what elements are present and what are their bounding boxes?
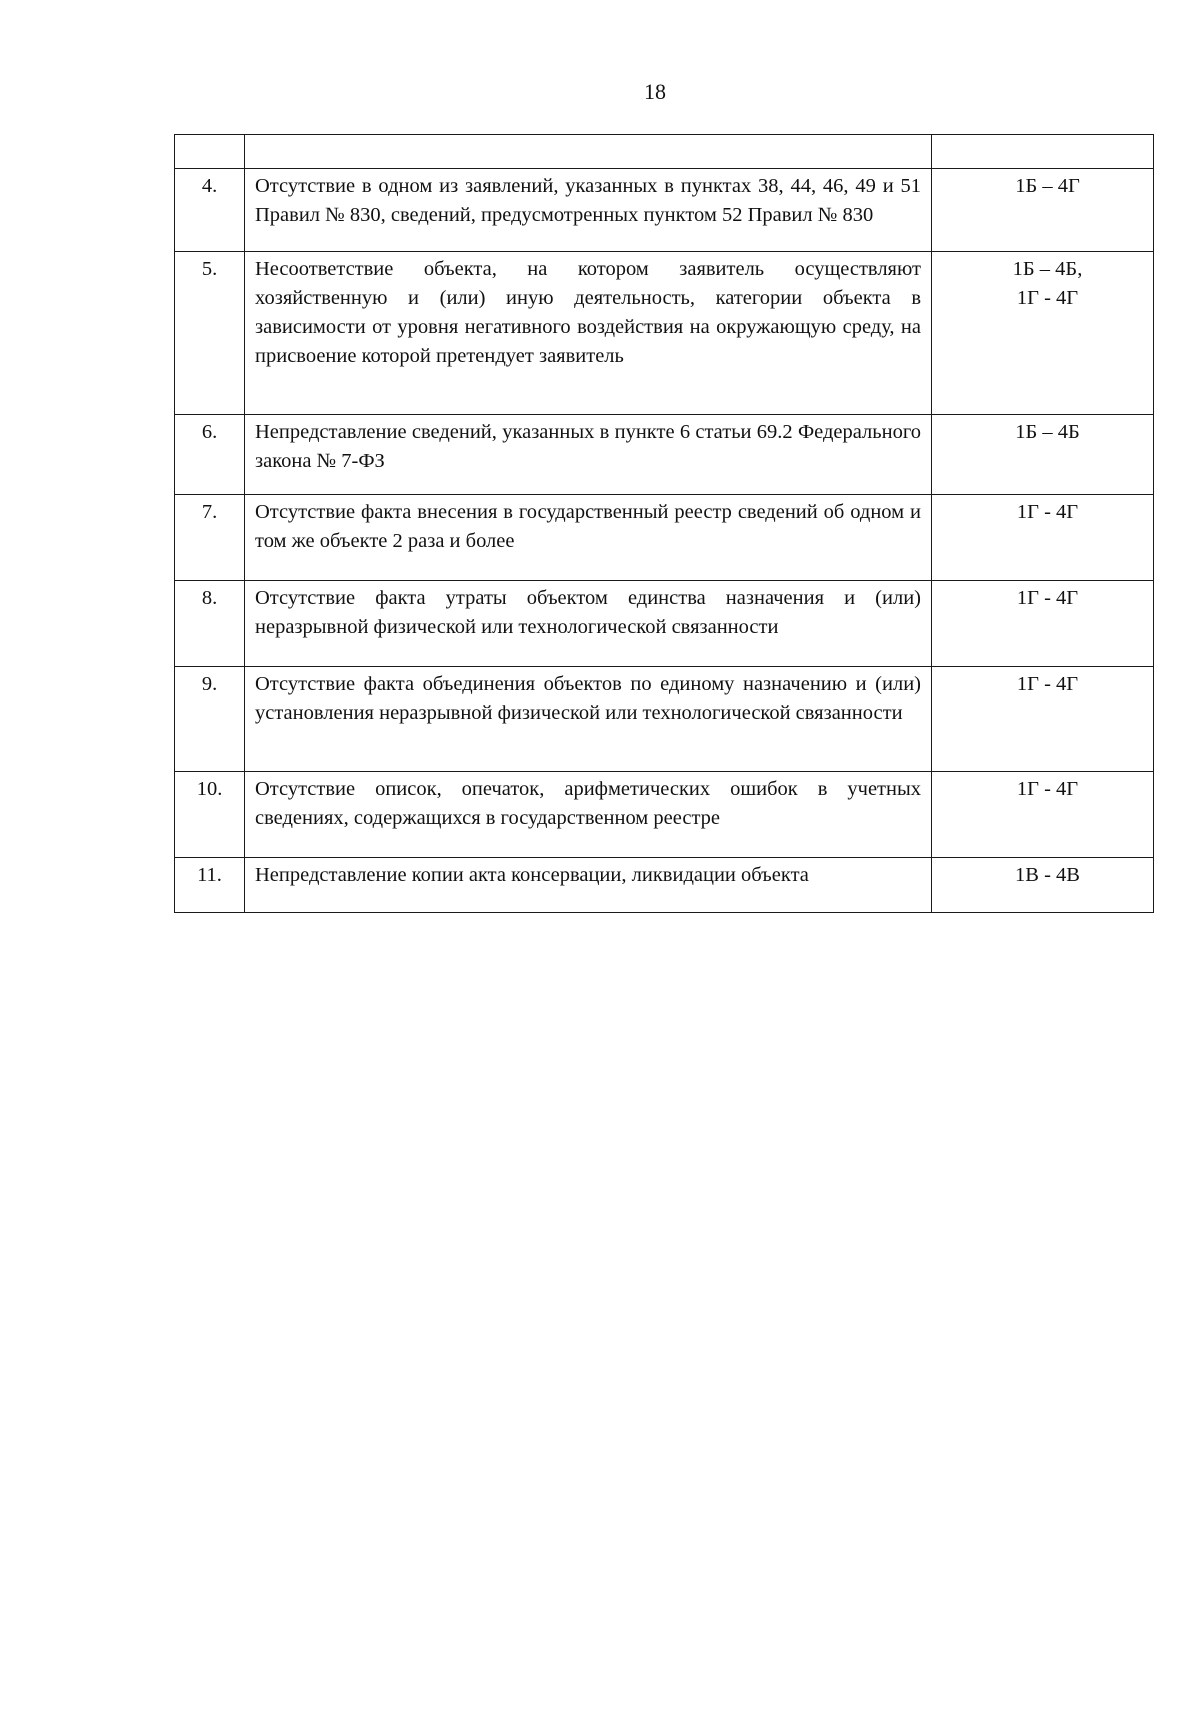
row-number: 4. [175, 169, 245, 252]
row-number: 7. [175, 495, 245, 581]
table-row [175, 858, 1154, 913]
header-cell-text [245, 135, 932, 169]
code-line: 1Г - 4Г [1016, 501, 1079, 523]
code-line: 1Г - 4Г [1016, 778, 1079, 800]
table-row [175, 772, 1154, 858]
table-header-row [175, 135, 1154, 169]
code-line: 1Б – 4Б, [1012, 258, 1083, 280]
row-code [932, 667, 1154, 772]
row-code [932, 415, 1154, 495]
table-row [175, 415, 1154, 495]
row-number: 11. [175, 858, 245, 913]
table-row [175, 667, 1154, 772]
table-row [175, 581, 1154, 667]
row-code [932, 772, 1154, 858]
row-number: 6. [175, 415, 245, 495]
code-line: 1Г - 4Г [1016, 673, 1079, 695]
code-line: 1Г - 4Г [1016, 287, 1079, 309]
row-code [932, 581, 1154, 667]
row-text: Отсутствие описок, опечаток, арифметических ошибок в учетных сведениях, содержащихся в государственном реестре [245, 772, 932, 858]
header-cell-num [175, 135, 245, 169]
row-code [932, 169, 1154, 252]
row-text: Отсутствие факта внесения в государственный реестр сведений об одном и том же объекте 2 раза и более [245, 495, 932, 581]
row-code [932, 252, 1154, 415]
row-number: 8. [175, 581, 245, 667]
table-row [175, 495, 1154, 581]
row-text: Отсутствие в одном из заявлений, указанных в пунктах 38, 44, 46, 49 и 51 Правил № 830, сведений, предусмотренных пунктом 52 Правил № 830 [245, 169, 932, 252]
row-number: 5. [175, 252, 245, 415]
row-code [932, 858, 1154, 913]
code-line: 1В - 4В [1015, 864, 1080, 886]
code-line: 1Б – 4Б [1015, 421, 1080, 443]
code-line: 1Г - 4Г [1016, 587, 1079, 609]
page-number: 18 [644, 79, 666, 104]
table-row [175, 169, 1154, 252]
row-text: Непредставление сведений, указанных в пункте 6 статьи 69.2 Федерального закона № 7-ФЗ [245, 415, 932, 495]
row-text: Несоответствие объекта, на котором заявитель осуществляют хозяйственную и (или) иную деятельность, категории объекта в зависимости от уровня негативного воздействия на окружающую среду, на присвоение которой претендует заявитель [245, 252, 932, 415]
header-cell-code [932, 135, 1154, 169]
row-text: Отсутствие факта объединения объектов по единому назначению и (или) установления неразрывной физической или технологической связанности [245, 667, 932, 772]
row-text: Отсутствие факта утраты объектом единства назначения и (или) неразрывной физической или технологической связанности [245, 581, 932, 667]
criteria-table [174, 134, 1154, 913]
row-code [932, 495, 1154, 581]
table-row [175, 252, 1154, 415]
row-number: 9. [175, 667, 245, 772]
row-number: 10. [175, 772, 245, 858]
code-line: 1Б – 4Г [1015, 175, 1080, 197]
row-text: Непредставление копии акта консервации, ликвидации объекта [245, 858, 932, 913]
